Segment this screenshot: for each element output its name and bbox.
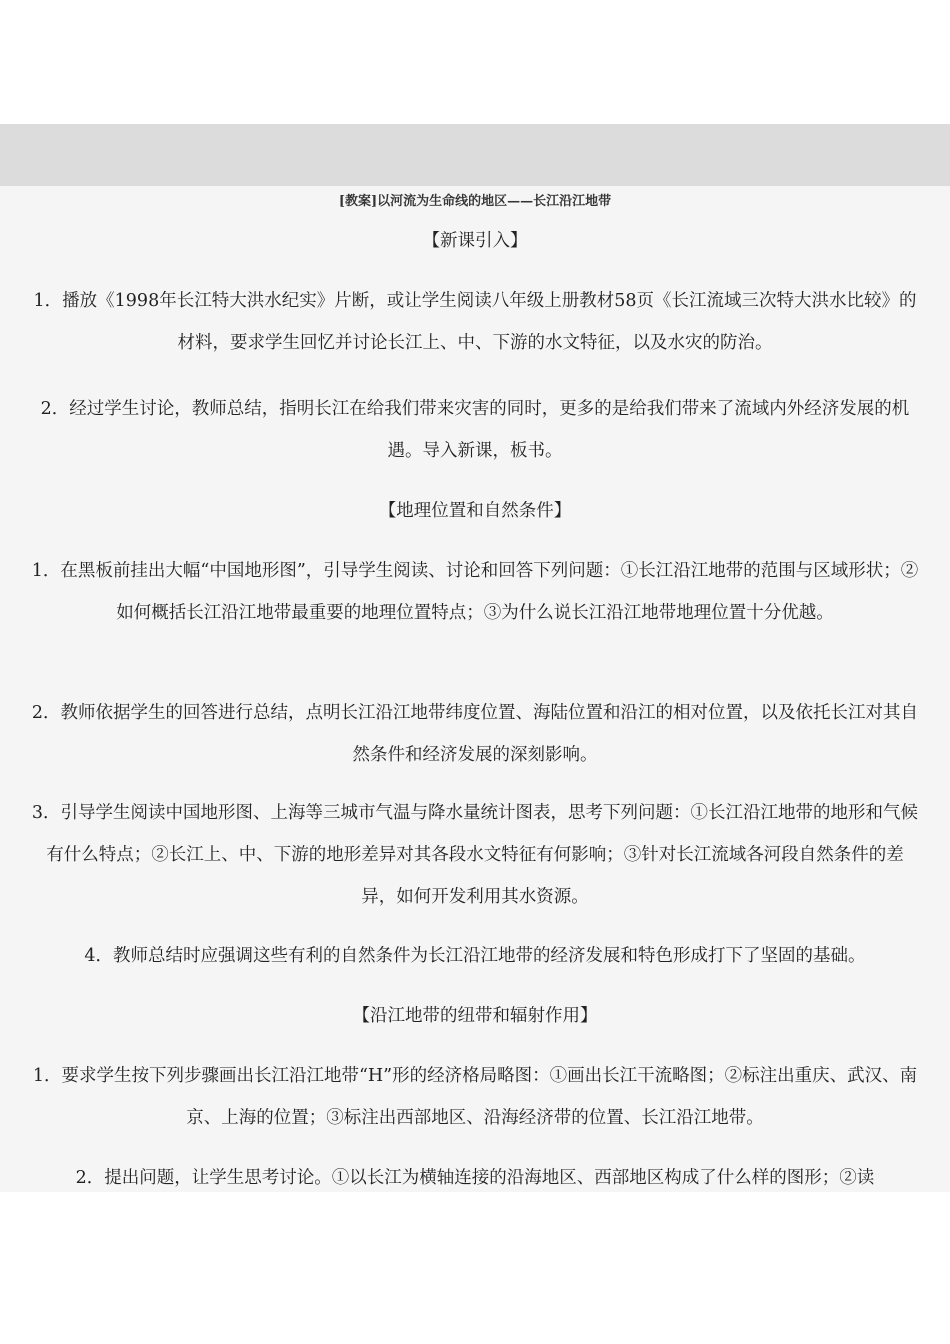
- paragraph-intro-2: 2．经过学生讨论，教师总结，指明长江在给我们带来灾害的同时，更多的是给我们带来了流域内外经济发展的机遇。导入新课，板书。: [40, 399, 910, 461]
- section-heading-intro: 【新课引入】: [422, 231, 528, 251]
- paragraph-location-2: 2．教师依据学生的回答进行总结，点明长江沿江地带纬度位置、海陆位置和沿江的相对位置，以及依托长江对其自然条件和经济发展的深刻影响。: [31, 703, 919, 765]
- paragraph-intro-1: 1．播放《1998年长江特大洪水纪实》片断，或让学生阅读八年级上册教材58页《长江流域三次特大洪水比较》的材料，要求学生回忆并讨论长江上、中、下游的水文特征，以及水灾的防治。: [33, 291, 917, 353]
- document-title: [教案]以河流为生命线的地区——长江沿江地带: [338, 194, 612, 209]
- paragraph-belt-1: 1．要求学生按下列步骤画出长江沿江地带“H”形的经济格局略图：①画出长江干流略图；②标注出重庆、武汉、南京、上海的位置；③标注出西部地区、沿海经济带的位置、长江沿江地带。: [32, 1066, 918, 1128]
- page-header-band: [0, 124, 950, 186]
- paragraph-location-4: 4．教师总结时应强调这些有利的自然条件为长江沿江地带的经济发展和特色形成打下了坚固的基础。: [84, 946, 866, 966]
- section-heading-belt: 【沿江地带的纽带和辐射作用】: [352, 1006, 598, 1026]
- section-heading-location: 【地理位置和自然条件】: [378, 501, 572, 521]
- top-margin: [0, 0, 950, 124]
- bottom-margin: [0, 1192, 950, 1344]
- document-page: [0, 186, 950, 1192]
- paragraph-belt-2: 2．提出问题，让学生思考讨论。①以长江为横轴连接的沿海地区、西部地区构成了什么样的图形；②读: [75, 1168, 875, 1188]
- paragraph-location-1: 1．在黑板前挂出大幅“中国地形图”，引导学生阅读、讨论和回答下列问题：①长江沿江地带的范围与区域形状；②如何概括长江沿江地带最重要的地理位置特点；③为什么说长江沿江地带地理位置十分优越。: [31, 561, 919, 623]
- paragraph-location-3: 3．引导学生阅读中国地形图、上海等三城市气温与降水量统计图表，思考下列问题：①长江沿江地带的地形和气候有什么特点；②长江上、中、下游的地形差异对其各段水文特征有何影响；③针对长江流域各河段自然条件的差异，如何开发利用其水资源。: [31, 803, 919, 907]
